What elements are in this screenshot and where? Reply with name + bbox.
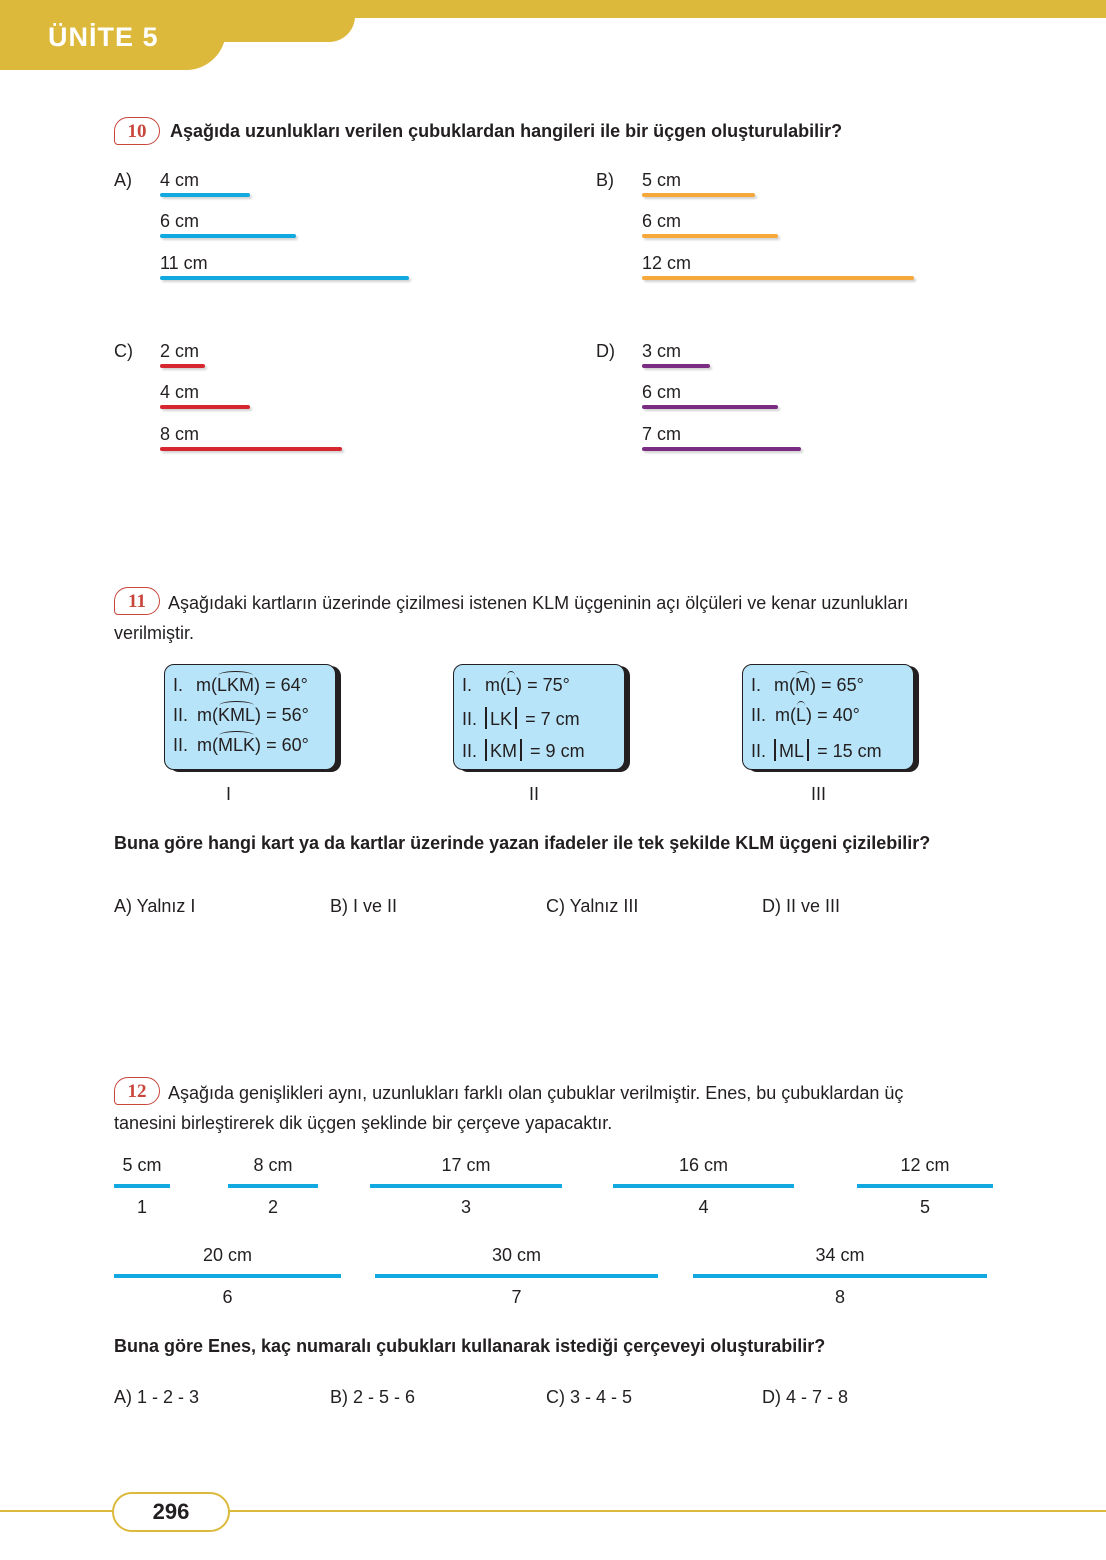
angle-value: = 65° — [821, 675, 864, 695]
abs-bar-right — [807, 739, 809, 761]
q10-d-stick2 — [642, 405, 778, 409]
side-name: ML — [779, 741, 805, 761]
q10-d-stick1 — [642, 364, 710, 368]
side-name: LK — [490, 709, 513, 729]
measure-m: m — [485, 675, 501, 695]
stick-6-length: 20 cm — [202, 1245, 253, 1265]
q12-answer-b[interactable]: B) 2 - 5 - 6 — [330, 1387, 416, 1407]
stick-4-number: 4 — [698, 1197, 709, 1217]
stick-5-number: 5 — [919, 1197, 930, 1217]
q10-c-stick1 — [160, 364, 205, 368]
roman-numeral: II. — [462, 709, 478, 729]
card-i-label: I — [226, 784, 232, 804]
q10-b-stick1-label: 5 cm — [642, 170, 682, 190]
stick-4-length: 16 cm — [678, 1155, 729, 1175]
q10-a-stick2-label: 6 cm — [160, 211, 200, 231]
stick-7-number: 7 — [511, 1287, 522, 1307]
angle-value: = 75° — [527, 675, 570, 695]
angle-arc: KML — [218, 705, 256, 725]
angle-arc: M — [795, 675, 811, 695]
stick-7 — [375, 1274, 658, 1278]
q10-d-stick2-label: 6 cm — [642, 382, 682, 402]
card-iii-row2: II. m(L) = 40° — [751, 705, 860, 725]
abs-bar-left — [485, 707, 487, 729]
abs-bar-left — [485, 739, 487, 761]
q10-a-stick3-label: 11 cm — [160, 253, 208, 273]
side-value: = 15 cm — [817, 741, 882, 761]
angle-arc: LKM — [217, 675, 255, 695]
angle-value: = 60° — [266, 735, 309, 755]
q10-d-stick1-label: 3 cm — [642, 341, 682, 361]
measure-m: m — [197, 705, 213, 725]
measure-m: m — [196, 675, 212, 695]
q10-option-b-letter[interactable]: B) — [596, 170, 614, 190]
angle-arc: L — [796, 705, 807, 725]
stick-2 — [228, 1184, 318, 1188]
question-10-text: Aşağıda uzunlukları verilen çubuklardan hangileri ile bir üçgen oluşturulabilir? — [170, 121, 843, 141]
q10-b-stick2 — [642, 234, 778, 238]
roman-numeral: I. — [751, 675, 762, 695]
card-iii-row3 — [751, 739, 882, 762]
stick-6-number: 6 — [222, 1287, 233, 1307]
roman-numeral: II. — [751, 741, 767, 761]
q12-answer-c[interactable]: C) 3 - 4 - 5 — [546, 1387, 633, 1407]
q10-a-stick2 — [160, 234, 296, 238]
q10-option-a-letter[interactable]: A) — [114, 170, 132, 190]
stick-8 — [693, 1274, 987, 1278]
q10-d-stick3-label: 7 cm — [642, 424, 682, 444]
stick-5-length: 12 cm — [900, 1155, 950, 1175]
q11-answer-c[interactable]: C) Yalnız III — [546, 896, 639, 916]
q10-b-stick2-label: 6 cm — [642, 211, 682, 231]
card-iii — [742, 664, 914, 770]
card-i-row2: II. m(KML) = 56° — [173, 705, 309, 725]
q10-a-stick1-label: 4 cm — [160, 170, 200, 190]
q10-option-d-letter[interactable]: D) — [596, 341, 615, 361]
stick-4 — [613, 1184, 794, 1188]
q10-c-stick3-label: 8 cm — [160, 424, 200, 444]
stick-2-length: 8 cm — [253, 1155, 293, 1175]
roman-numeral: II. — [751, 705, 767, 725]
card-iii-row1: I. m(M) = 65° — [751, 675, 864, 695]
angle-value: = 40° — [817, 705, 860, 725]
stick-3-length: 17 cm — [441, 1155, 491, 1175]
card-ii-row3 — [462, 739, 585, 762]
stick-1-length: 5 cm — [122, 1155, 162, 1175]
stick-2-number: 2 — [267, 1197, 278, 1217]
card-ii-row1: I. m(L) = 75° — [462, 675, 570, 695]
q10-a-stick1 — [160, 193, 250, 197]
roman-numeral: II. — [462, 741, 478, 761]
q11-answer-b[interactable]: B) I ve II — [330, 896, 398, 916]
card-i-row1: I. m(LKM) = 64° — [173, 675, 308, 695]
question-12-intro-line2: tanesini birleştirerek dik üçgen şeklinde bir çerçeve yapacaktır. — [114, 1113, 613, 1133]
abs-bar-right — [520, 739, 522, 761]
angle-value: = 56° — [266, 705, 309, 725]
stick-5 — [857, 1184, 993, 1188]
unit-title: ÜNİTE 5 — [48, 22, 159, 52]
q11-answer-d[interactable]: D) II ve III — [762, 896, 841, 916]
page-number: 296 — [112, 1492, 230, 1532]
q12-answer-a[interactable]: A) 1 - 2 - 3 — [114, 1387, 200, 1407]
card-i — [164, 664, 336, 770]
question-11-intro-line1: Aşağıdaki kartların üzerinde çizilmesi istenen KLM üçgeninin açı ölçüleri ve kenar uzunlukları — [168, 593, 909, 613]
q10-c-stick1-label: 2 cm — [160, 341, 200, 361]
question-10-badge: 10 — [114, 117, 160, 145]
stick-3 — [370, 1184, 562, 1188]
measure-m: m — [775, 705, 791, 725]
angle-arc: MLK — [218, 735, 256, 755]
abs-bar-left — [774, 739, 776, 761]
q12-answer-d[interactable]: D) 4 - 7 - 8 — [762, 1387, 849, 1407]
q10-b-stick1 — [642, 193, 755, 197]
card-ii-row2 — [462, 707, 580, 730]
stick-8-number: 8 — [834, 1287, 845, 1307]
q10-c-stick2-label: 4 cm — [160, 382, 200, 402]
stick-1 — [114, 1184, 170, 1188]
q10-c-stick2 — [160, 405, 250, 409]
card-iii-label: III — [811, 784, 827, 804]
roman-numeral: II. — [173, 735, 189, 755]
q10-d-stick3 — [642, 447, 801, 451]
question-11-text: Buna göre hangi kart ya da kartlar üzerinde yazan ifadeler ile tek şekilde KLM üçgeni çizilebilir? — [114, 833, 931, 853]
stick-8-length: 34 cm — [815, 1245, 865, 1265]
abs-bar-right — [515, 707, 517, 729]
card-ii-label: II — [529, 784, 540, 804]
question-11-badge: 11 — [114, 587, 160, 615]
side-name: KM — [490, 741, 518, 761]
q10-option-c-letter[interactable]: C) — [114, 341, 133, 361]
measure-m: m — [197, 735, 213, 755]
q10-b-stick3 — [642, 276, 914, 280]
stick-6 — [114, 1274, 341, 1278]
side-value: = 7 cm — [525, 709, 580, 729]
card-i-row3: II. m(MLK) = 60° — [173, 735, 309, 755]
roman-numeral: II. — [173, 705, 189, 725]
angle-arc: L — [506, 675, 517, 695]
stick-1-number: 1 — [136, 1197, 147, 1217]
side-value: = 9 cm — [530, 741, 585, 761]
q10-a-stick3 — [160, 276, 409, 280]
q11-answer-a[interactable]: A) Yalnız I — [114, 896, 196, 916]
question-12-badge: 12 — [114, 1077, 160, 1105]
card-ii — [453, 664, 625, 770]
question-11-intro-line2: verilmiştir. — [114, 623, 194, 643]
roman-numeral: I. — [173, 675, 184, 695]
q10-b-stick3-label: 12 cm — [642, 253, 692, 273]
q10-c-stick3 — [160, 447, 342, 451]
question-12-intro-line1: Aşağıda genişlikleri aynı, uzunlukları farklı olan çubuklar verilmiştir. Enes, bu çubuklardan üç — [168, 1083, 904, 1103]
question-12-text: Buna göre Enes, kaç numaralı çubukları kullanarak istediği çerçeveyi oluşturabilir? — [114, 1336, 826, 1356]
stick-3-number: 3 — [460, 1197, 471, 1217]
angle-value: = 64° — [265, 675, 308, 695]
roman-numeral: I. — [462, 675, 473, 695]
stick-7-length: 30 cm — [491, 1245, 542, 1265]
measure-m: m — [774, 675, 790, 695]
